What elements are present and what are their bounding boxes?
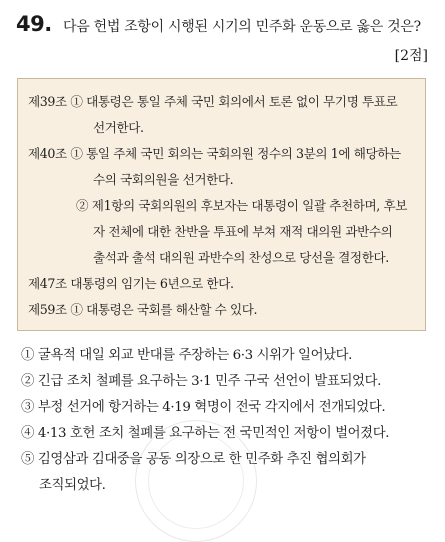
excerpt-line: 제47조 대통령의 임기는 6년으로 한다. bbox=[28, 276, 234, 291]
excerpt-line: 출석과 출석 대의원 과반수의 찬성으로 당선을 결정한다. bbox=[93, 250, 389, 265]
answer-choice-4[interactable]: ④ 4·13 호헌 조치 철폐를 요구하는 전 국민적인 저항이 벌어졌다. bbox=[21, 426, 390, 441]
answer-choice-3[interactable]: ③ 부정 선거에 항거하는 4·19 혁명이 전국 각지에서 전개되었다. bbox=[21, 400, 386, 415]
question-number: 49. bbox=[16, 12, 52, 36]
excerpt-line: 제59조 ① 대통령은 국회를 해산할 수 있다. bbox=[28, 302, 258, 317]
excerpt-line: 자 전체에 대한 찬반을 투표에 부쳐 재적 대의원 과반수의 bbox=[93, 224, 393, 239]
constitution-excerpt-box bbox=[17, 78, 426, 331]
answer-choice-5[interactable]: ⑤ 김영삼과 김대중을 공동 의장으로 한 민주화 추진 협의회가 bbox=[21, 452, 366, 467]
question-points: [2점] bbox=[394, 48, 428, 64]
excerpt-line: ② 제1항의 국회의원의 후보자는 대통령이 일괄 추천하며, 후보 bbox=[76, 198, 408, 213]
excerpt-line: 선거한다. bbox=[93, 120, 144, 135]
answer-choice-5-continued[interactable]: 조직되었다. bbox=[39, 478, 106, 493]
excerpt-line: 수의 국회의원을 선거한다. bbox=[93, 172, 234, 187]
answer-choice-1[interactable]: ① 굴욕적 대일 외교 반대를 주장하는 6·3 시위가 일어났다. bbox=[21, 348, 353, 363]
question-text: 다음 헌법 조항이 시행된 시기의 민주화 운동으로 옳은 것은? bbox=[63, 19, 421, 35]
excerpt-line: 제39조 ① 대통령은 통일 주체 국민 회의에서 토론 없이 무기명 투표로 bbox=[28, 94, 398, 109]
excerpt-line: 제40조 ① 통일 주체 국민 회의는 국회의원 정수의 3분의 1에 해당하는 bbox=[28, 146, 401, 161]
answer-choice-2[interactable]: ② 긴급 조치 철폐를 요구하는 3·1 민주 구국 선언이 발표되었다. bbox=[21, 374, 381, 389]
